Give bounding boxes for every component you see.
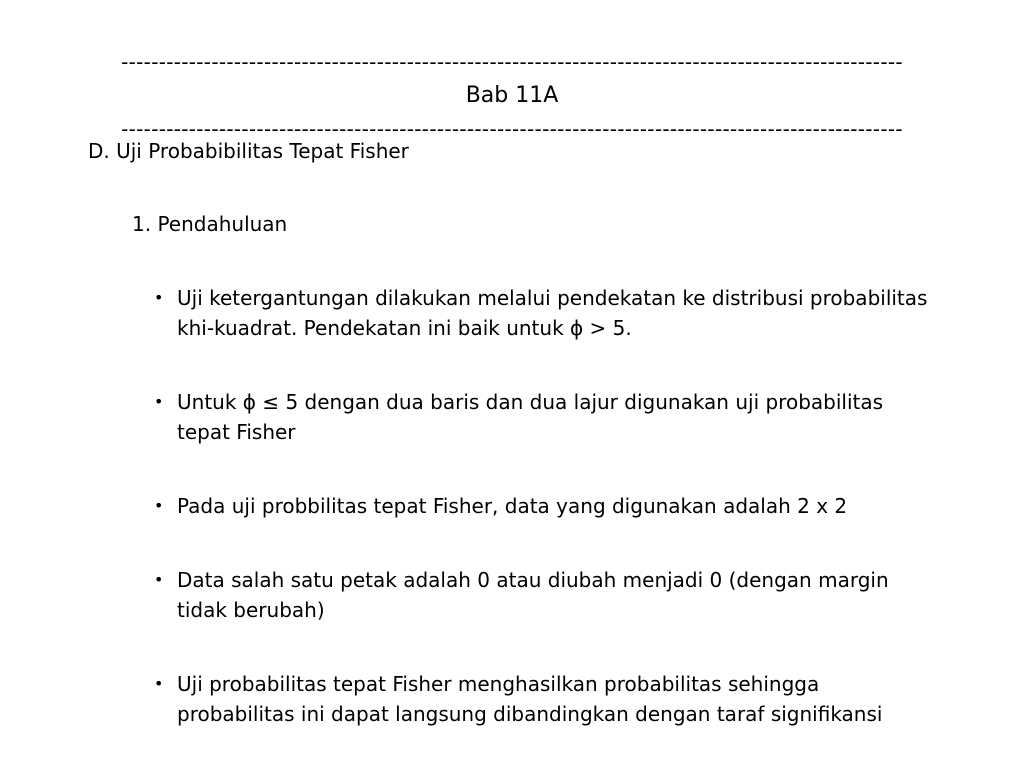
bullet-dot-icon: • xyxy=(154,392,164,411)
bullet-dot-icon: • xyxy=(154,288,164,307)
slide-title: Bab 11A xyxy=(465,83,559,108)
bullet-text: Untuk ϕ ≤ 5 dengan dua baris dan dua lajur digunakan uji probabilitas tepat Fisher xyxy=(177,390,884,444)
bullet-dot-icon: • xyxy=(154,496,164,515)
subsection-heading: 1. Pendahuluan xyxy=(132,212,288,236)
bullet-text: Uji probabilitas tepat Fisher menghasilkan probabilitas sehingga probabilitas ini dapat langsung dibandingkan dengan taraf signifikansi xyxy=(177,672,883,726)
bullet-item xyxy=(148,565,938,625)
section-heading: D. Uji Probabibilitas Tepat Fisher xyxy=(88,139,409,163)
bullet-item xyxy=(148,283,938,343)
bullet-dot-icon: • xyxy=(154,674,164,693)
dashed-rule-bottom: -------------------------------------------------------------------------------------------------------- xyxy=(121,119,903,139)
bullet-item xyxy=(148,669,938,729)
bullet-dot-icon: • xyxy=(154,570,164,589)
bullet-list xyxy=(148,283,938,773)
bullet-text: Uji ketergantungan dilakukan melalui pendekatan ke distribusi probabilitas khi-kuadrat. Pendekatan ini baik untuk ϕ > 5. xyxy=(177,286,928,340)
bullet-item xyxy=(148,387,938,447)
bullet-text: Pada uji probbilitas tepat Fisher, data yang digunakan adalah 2 x 2 xyxy=(177,494,848,518)
bullet-text: Data salah satu petak adalah 0 atau diubah menjadi 0 (dengan margin tidak berubah) xyxy=(177,568,889,622)
dashed-rule-top: -------------------------------------------------------------------------------------------------------- xyxy=(121,52,903,72)
bullet-item xyxy=(148,491,938,521)
